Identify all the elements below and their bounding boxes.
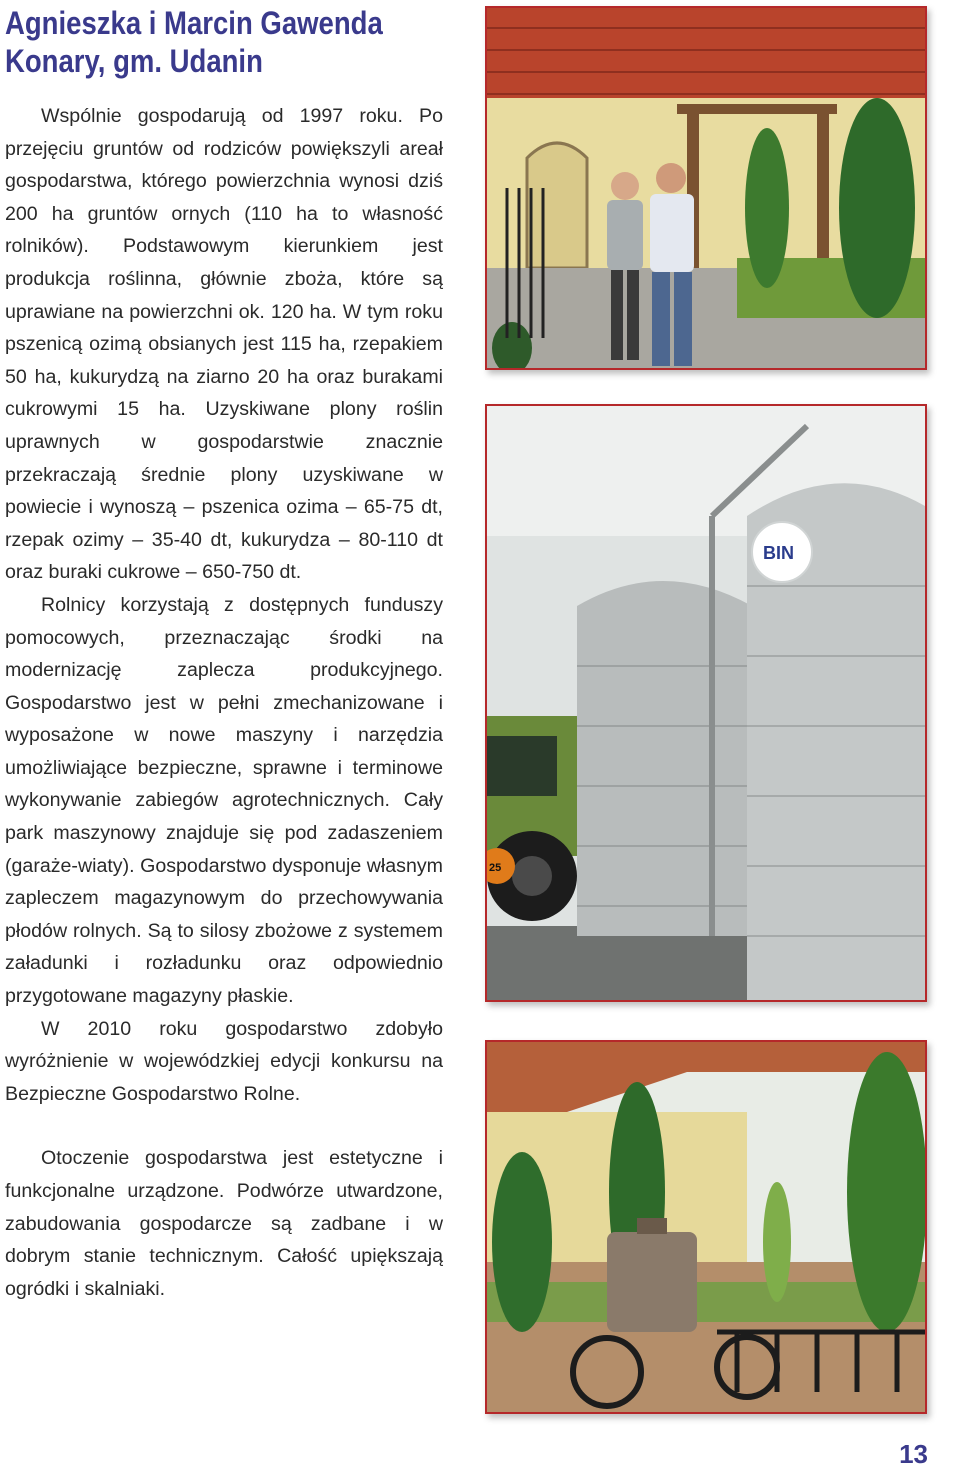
tractor-number-label: 25 [489, 862, 502, 874]
title-location: Konary, gm. Udanin [5, 43, 263, 79]
paragraph-surroundings: Otoczenie gospodarstwa jest estetyczne i funkcjonalne urządzone. Podwórze utwardzone, zabudowania gospodarcze są zadbane i w dobrym stanie technicznym. Całość upiększają ogródki i skalniaki. [5, 1147, 443, 1300]
paragraph-award: W 2010 roku gospodarstwo zdobyło wyróżnienie w wojewódzkiej edycji konkursu na Bezpieczne Gospodarstwo Rolne. [5, 1017, 443, 1105]
page-number: 13 [899, 1439, 928, 1469]
paragraph-equipment: Rolnicy korzystają z dostępnych funduszy pomocowych, przeznaczając środki na modernizację zaplecza produkcyjnego. Gospodarstwo jest w pełni zmechanizowane i wyposażone w nowe maszyny i narzędzia umożliwiające bezpieczne, sprawne i terminowe wykonywanie zabiegów agrotechnicznych. Cały park maszynowy znajduje się pod zadaszeniem (garaże-wiaty). Gospodarstwo dysponuje własnym zapleczem magazynowym do przechowywania płodów rolnych. Są to silosy zbożowe z systemem załadunki i rozładunku oraz odpowiednio przygotowane magazyny płaskie. [5, 593, 443, 1008]
article-body [5, 100, 443, 1305]
page-title [5, 4, 383, 80]
paragraph-history: Wspólnie gospodarują od 1997 roku. Po przejęciu gruntów od rodziców powiększyli areał gospodarstwa, którego powierzchnia wynosi dziś 200 ha gruntów ornych (110 ha to własność rolników). Podstawowym kierunkiem jest produkcja roślinna, głównie zboża, które są uprawiane na powierzchni ok. 120 ha. W tym roku pszenicą ozimą obsianych jest 115 ha, rzepakiem 50 ha, kukurydzą na ziarno 20 ha oraz burakami cukrowymi 15 ha. Uzyskiwane plony roślin uprawnych w gospodarstwie znacznie przekraczają średnie plony uzyskiwane w powiecie i wynoszą – pszenica ozima – 65-75 dt, rzepak ozimy – 35-40 dt, kukurydza – 80-110 dt oraz buraki cukrowe – 650-750 dt. [5, 105, 443, 584]
silo-logo-label: BIN [763, 543, 794, 563]
photo-couple-house [485, 6, 927, 370]
title-names: Agnieszka i Marcin Gawenda [5, 5, 383, 41]
photo-garden-machinery [485, 1040, 927, 1414]
photo-grain-silos [485, 404, 927, 1002]
